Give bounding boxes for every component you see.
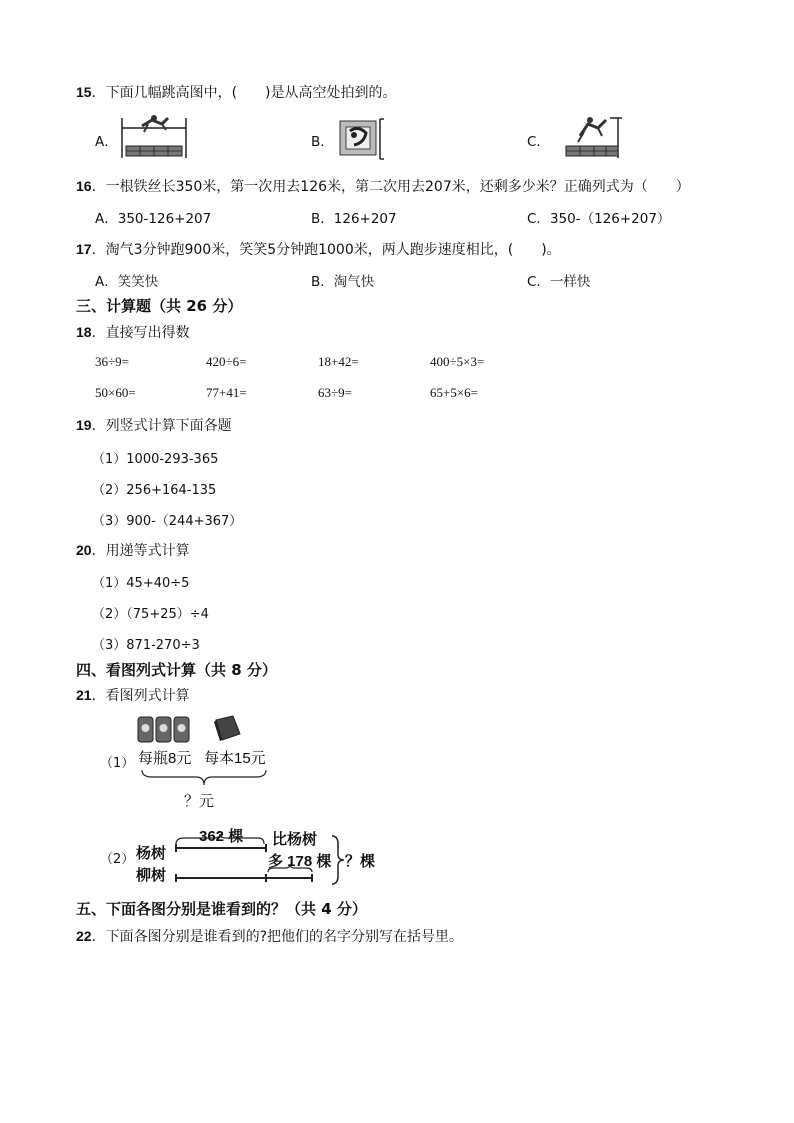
question-text: ．淘气3分钟跑900米，笑笑5分钟跑1000米，两人跑步速度相比，( )。 — [91, 242, 561, 258]
three-bottles-icon — [136, 714, 192, 744]
question-number: 15 — [76, 84, 92, 100]
sub-item: （2）256+164-135 — [92, 483, 217, 498]
part-label: （1） — [100, 756, 135, 771]
calc-item: 63÷9= — [318, 385, 352, 400]
sub-item: （1）45+40÷5 — [92, 576, 190, 591]
question-number: 21 — [76, 687, 92, 703]
option-c — [527, 270, 590, 290]
option-letter: C． — [527, 274, 550, 290]
option-b-letter: B． — [311, 134, 334, 150]
sub-item: （1）1000-293-365 — [92, 452, 219, 467]
option-b — [311, 270, 374, 290]
option-a — [95, 270, 158, 290]
option-letter: B． — [311, 274, 334, 290]
option-letter: B． — [311, 211, 334, 227]
section-title: 三、计算题（共 26 分） — [76, 297, 243, 315]
option-text: 淘气快 — [333, 274, 375, 290]
option-text: 350-126+207 — [117, 211, 212, 227]
more-label-line2: 多 178 棵 — [268, 853, 332, 870]
question-text: ．一根铁丝长350米，第一次用去126米，第二次用去207米，还剩多少米？正确列式为（ ） — [91, 179, 690, 195]
total-trees-question-label: ？棵 — [345, 853, 376, 870]
total-brace — [140, 768, 268, 788]
section-title: 四、看图列式计算（共 8 分） — [76, 661, 277, 679]
question-18 — [76, 322, 190, 342]
question-15 — [76, 82, 397, 102]
question-text: ．列竖式计算下面各题 — [91, 418, 232, 434]
bottle-price-label: 每瓶8元 — [138, 750, 192, 767]
question-text: ．下面各图分别是谁看到的?把他们的名字分别写在括号里。 — [91, 929, 464, 945]
option-letter: C． — [527, 211, 550, 227]
option-text: 126+207 — [333, 211, 397, 227]
question-21 — [76, 685, 190, 705]
question-17 — [76, 239, 561, 259]
question-number: 22 — [76, 928, 92, 944]
calc-item: 77+41= — [206, 385, 247, 400]
poplar-count-label: 362 棵 — [199, 828, 244, 845]
poplar-label: 杨树 — [136, 845, 167, 862]
question-number: 16 — [76, 178, 92, 194]
question-text: ．用递等式计算 — [91, 543, 190, 559]
question-text: ．直接写出得数 — [91, 325, 190, 341]
option-c-letter: C． — [527, 134, 550, 150]
question-number: 18 — [76, 324, 92, 340]
segment-diagram — [174, 832, 346, 888]
more-label-line1: 比杨树 — [272, 831, 318, 848]
question-19 — [76, 415, 232, 435]
question-20 — [76, 540, 190, 560]
option-text: 350-（126+207） — [549, 211, 671, 227]
calc-item: 50×60= — [95, 385, 136, 400]
option-text: 一样快 — [549, 274, 591, 290]
total-question-label: ？元 — [184, 793, 215, 810]
question-number: 19 — [76, 417, 92, 433]
calc-item: 36÷9= — [95, 354, 129, 369]
option-a-letter: A． — [95, 134, 118, 150]
high-jump-side-view-image — [118, 112, 192, 160]
sub-item: （3）871-270÷3 — [92, 638, 200, 653]
question-22 — [76, 926, 463, 946]
calc-item: 420÷6= — [206, 354, 247, 369]
calc-item: 400÷5×3= — [430, 354, 485, 369]
option-letter: A． — [95, 274, 118, 290]
question-number: 17 — [76, 241, 92, 257]
option-letter: A． — [95, 211, 118, 227]
sub-item: （3）900-（244+367） — [92, 514, 243, 529]
high-jump-front-view-image — [560, 112, 626, 160]
option-b — [311, 207, 397, 227]
question-text: ．看图列式计算 — [91, 688, 190, 704]
willow-label: 柳树 — [136, 867, 167, 884]
question-number: 20 — [76, 542, 92, 558]
calc-item: 18+42= — [318, 354, 359, 369]
option-text: 笑笑快 — [117, 274, 159, 290]
sub-item: （2）（75+25）÷4 — [92, 607, 209, 622]
book-price-label: 每本15元 — [204, 750, 266, 767]
high-jump-top-view-image — [336, 117, 386, 161]
option-c — [527, 207, 670, 227]
part-label: （2） — [100, 852, 135, 867]
option-a — [95, 207, 211, 227]
question-text: ．下面几幅跳高图中，( )是从高空处拍到的。 — [91, 85, 397, 101]
question-16 — [76, 176, 690, 196]
section-title: 五、下面各图分别是谁看到的？（共 4 分） — [76, 900, 367, 918]
calc-item: 65+5×6= — [430, 385, 478, 400]
book-icon — [213, 714, 243, 742]
